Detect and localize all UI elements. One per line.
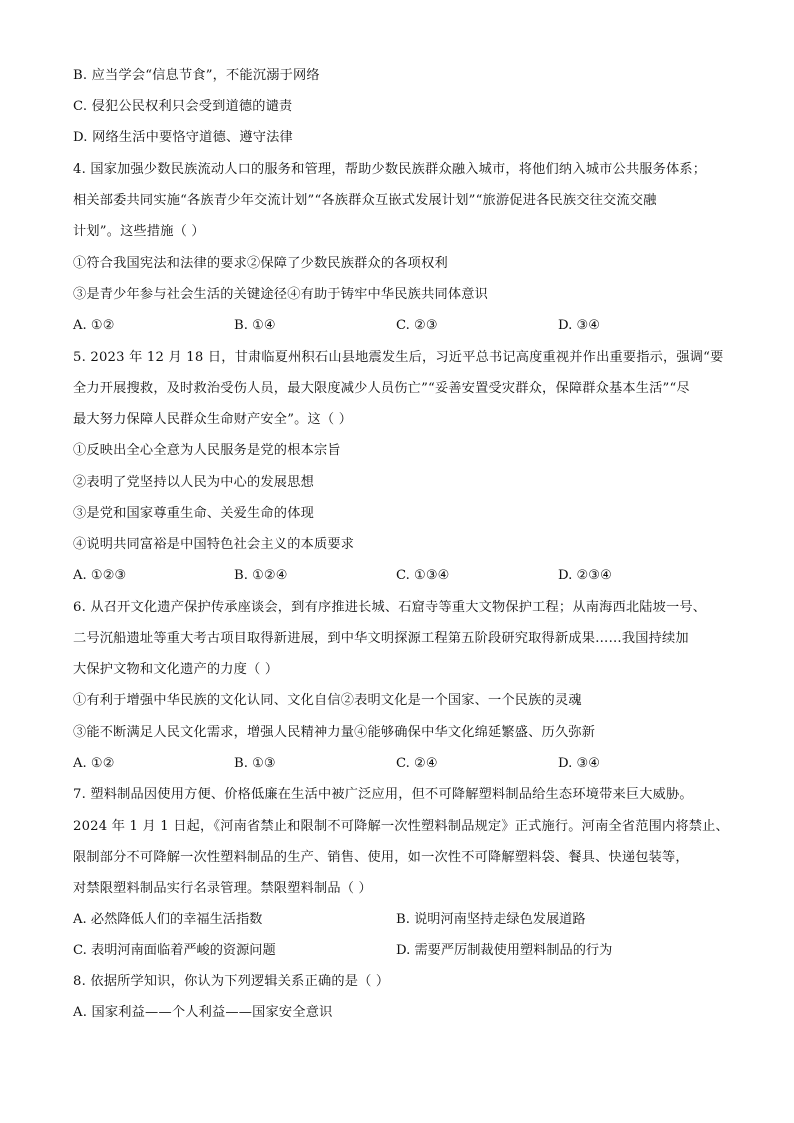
q5-statement-2: ②表明了党坚持以人民为中心的发展思想 [73, 475, 314, 490]
q5-statement-3: ③是党和国家尊重生命、关爱生命的体现 [73, 506, 314, 521]
q6-stem-line1: 6. 从召开文化遗产保护传承座谈会，到有序推进长城、石窟寺等重大文物保护工程；从南海西北陆坡一号、 [73, 600, 707, 615]
q7-option-c: C. 表明河南面临着严峻的资源问题 [73, 943, 276, 958]
q4-stem-line1: 4. 国家加强少数民族流动人口的服务和管理，帮助少数民族群众融入城市，将他们纳入城市公共服务体系； [73, 162, 707, 177]
q5-stem-line2: 全力开展搜救，及时救治受伤人员，最大限度减少人员伤亡”“妥善安置受灾群众，保障群众基本生活”“尽 [73, 381, 690, 396]
q4-stem-line3: 计划”。这些措施（ ） [73, 224, 205, 239]
q3-option-c: C. 侵犯公民权利只会受到道德的谴责 [73, 99, 293, 114]
q8-option-a: A. 国家利益——个人利益——国家安全意识 [73, 1005, 333, 1020]
q7-option-d: D. 需要严厉制裁使用塑料制品的行为 [396, 943, 613, 958]
q3-option-b: B. 应当学会“信息节食”，不能沉溺于网络 [73, 68, 320, 83]
q6-option-b: B. ①③ [234, 756, 276, 771]
q5-statement-4: ④说明共同富裕是中国特色社会主义的本质要求 [73, 537, 355, 552]
q4-option-c: C. ②③ [396, 318, 438, 333]
q6-statement-1: ①有利于增强中华民族的文化认同、文化自信②表明文化是一个国家、一个民族的灵魂 [73, 693, 582, 708]
q7-option-a: A. 必然降低人们的幸福生活指数 [73, 912, 263, 927]
q4-stem-line2: 相关部委共同实施“各族青少年交流计划”“各族群众互嵌式发展计划”“旅游促进各民族交往交流交融 [73, 193, 657, 208]
q7-stem-line1: 7. 塑料制品因使用方便、价格低廉在生活中被广泛应用，但不可降解塑料制品给生态环境带来巨大威胁。 [73, 787, 693, 802]
q7-stem-line3: 限制部分不可降解一次性塑料制品的生产、销售、使用，如一次性不可降解塑料袋、餐具、快递包装等， [73, 850, 689, 865]
q3-option-d: D. 网络生活中要恪守道德、遵守法律 [73, 130, 293, 145]
q6-stem-line2: 二号沉船遗址等重大考古项目取得新进展，到中华文明探源工程第五阶段研究取得新成果……我国持续加 [73, 631, 689, 646]
q6-option-c: C. ②④ [396, 756, 438, 771]
q7-option-b: B. 说明河南坚持走绿色发展道路 [396, 912, 586, 927]
q5-option-b: B. ①②④ [234, 568, 288, 583]
q5-stem-line1: 5. 2023 年 12 月 18 日，甘肃临夏州积石山县地震发生后，习近平总书记高度重视并作出重要指示，强调“要 [73, 350, 724, 365]
q5-stem-line3: 最大努力保障人民群众生命财产安全”。这（ ） [73, 412, 353, 427]
q4-option-b: B. ①④ [234, 318, 276, 333]
q4-option-d: D. ③④ [558, 318, 601, 333]
q4-statement-2: ③是青少年参与社会生活的关键途径④有助于铸牢中华民族共同体意识 [73, 287, 489, 302]
q6-option-d: D. ③④ [558, 756, 601, 771]
q5-statement-1: ①反映出全心全意为人民服务是党的根本宗旨 [73, 443, 341, 458]
q7-stem-line4: 对禁限塑料制品实行名录管理。禁限塑料制品（ ） [73, 881, 372, 896]
q4-statement-1: ①符合我国宪法和法律的要求②保障了少数民族群众的各项权利 [73, 256, 448, 271]
q8-stem-line1: 8. 依据所学知识，你认为下列逻辑关系正确的是（ ） [73, 974, 390, 989]
q5-option-a: A. ①②③ [73, 568, 127, 583]
q5-option-c: C. ①③④ [396, 568, 450, 583]
q7-stem-line2: 2024 年 1 月 1 日起，《河南省禁止和限制不可降解一次性塑料制品规定》正式施行。河南全省范围内将禁止、 [73, 819, 729, 834]
q5-option-d: D. ②③④ [558, 568, 612, 583]
q4-option-a: A. ①② [73, 318, 115, 333]
q6-statement-2: ③能不断满足人民文化需求，增强人民精神力量④能够确保中华文化绵延繁盛、历久弥新 [73, 725, 596, 740]
q6-option-a: A. ①② [73, 756, 115, 771]
q6-stem-line3: 大保护文物和文化遗产的力度（ ） [73, 662, 279, 677]
